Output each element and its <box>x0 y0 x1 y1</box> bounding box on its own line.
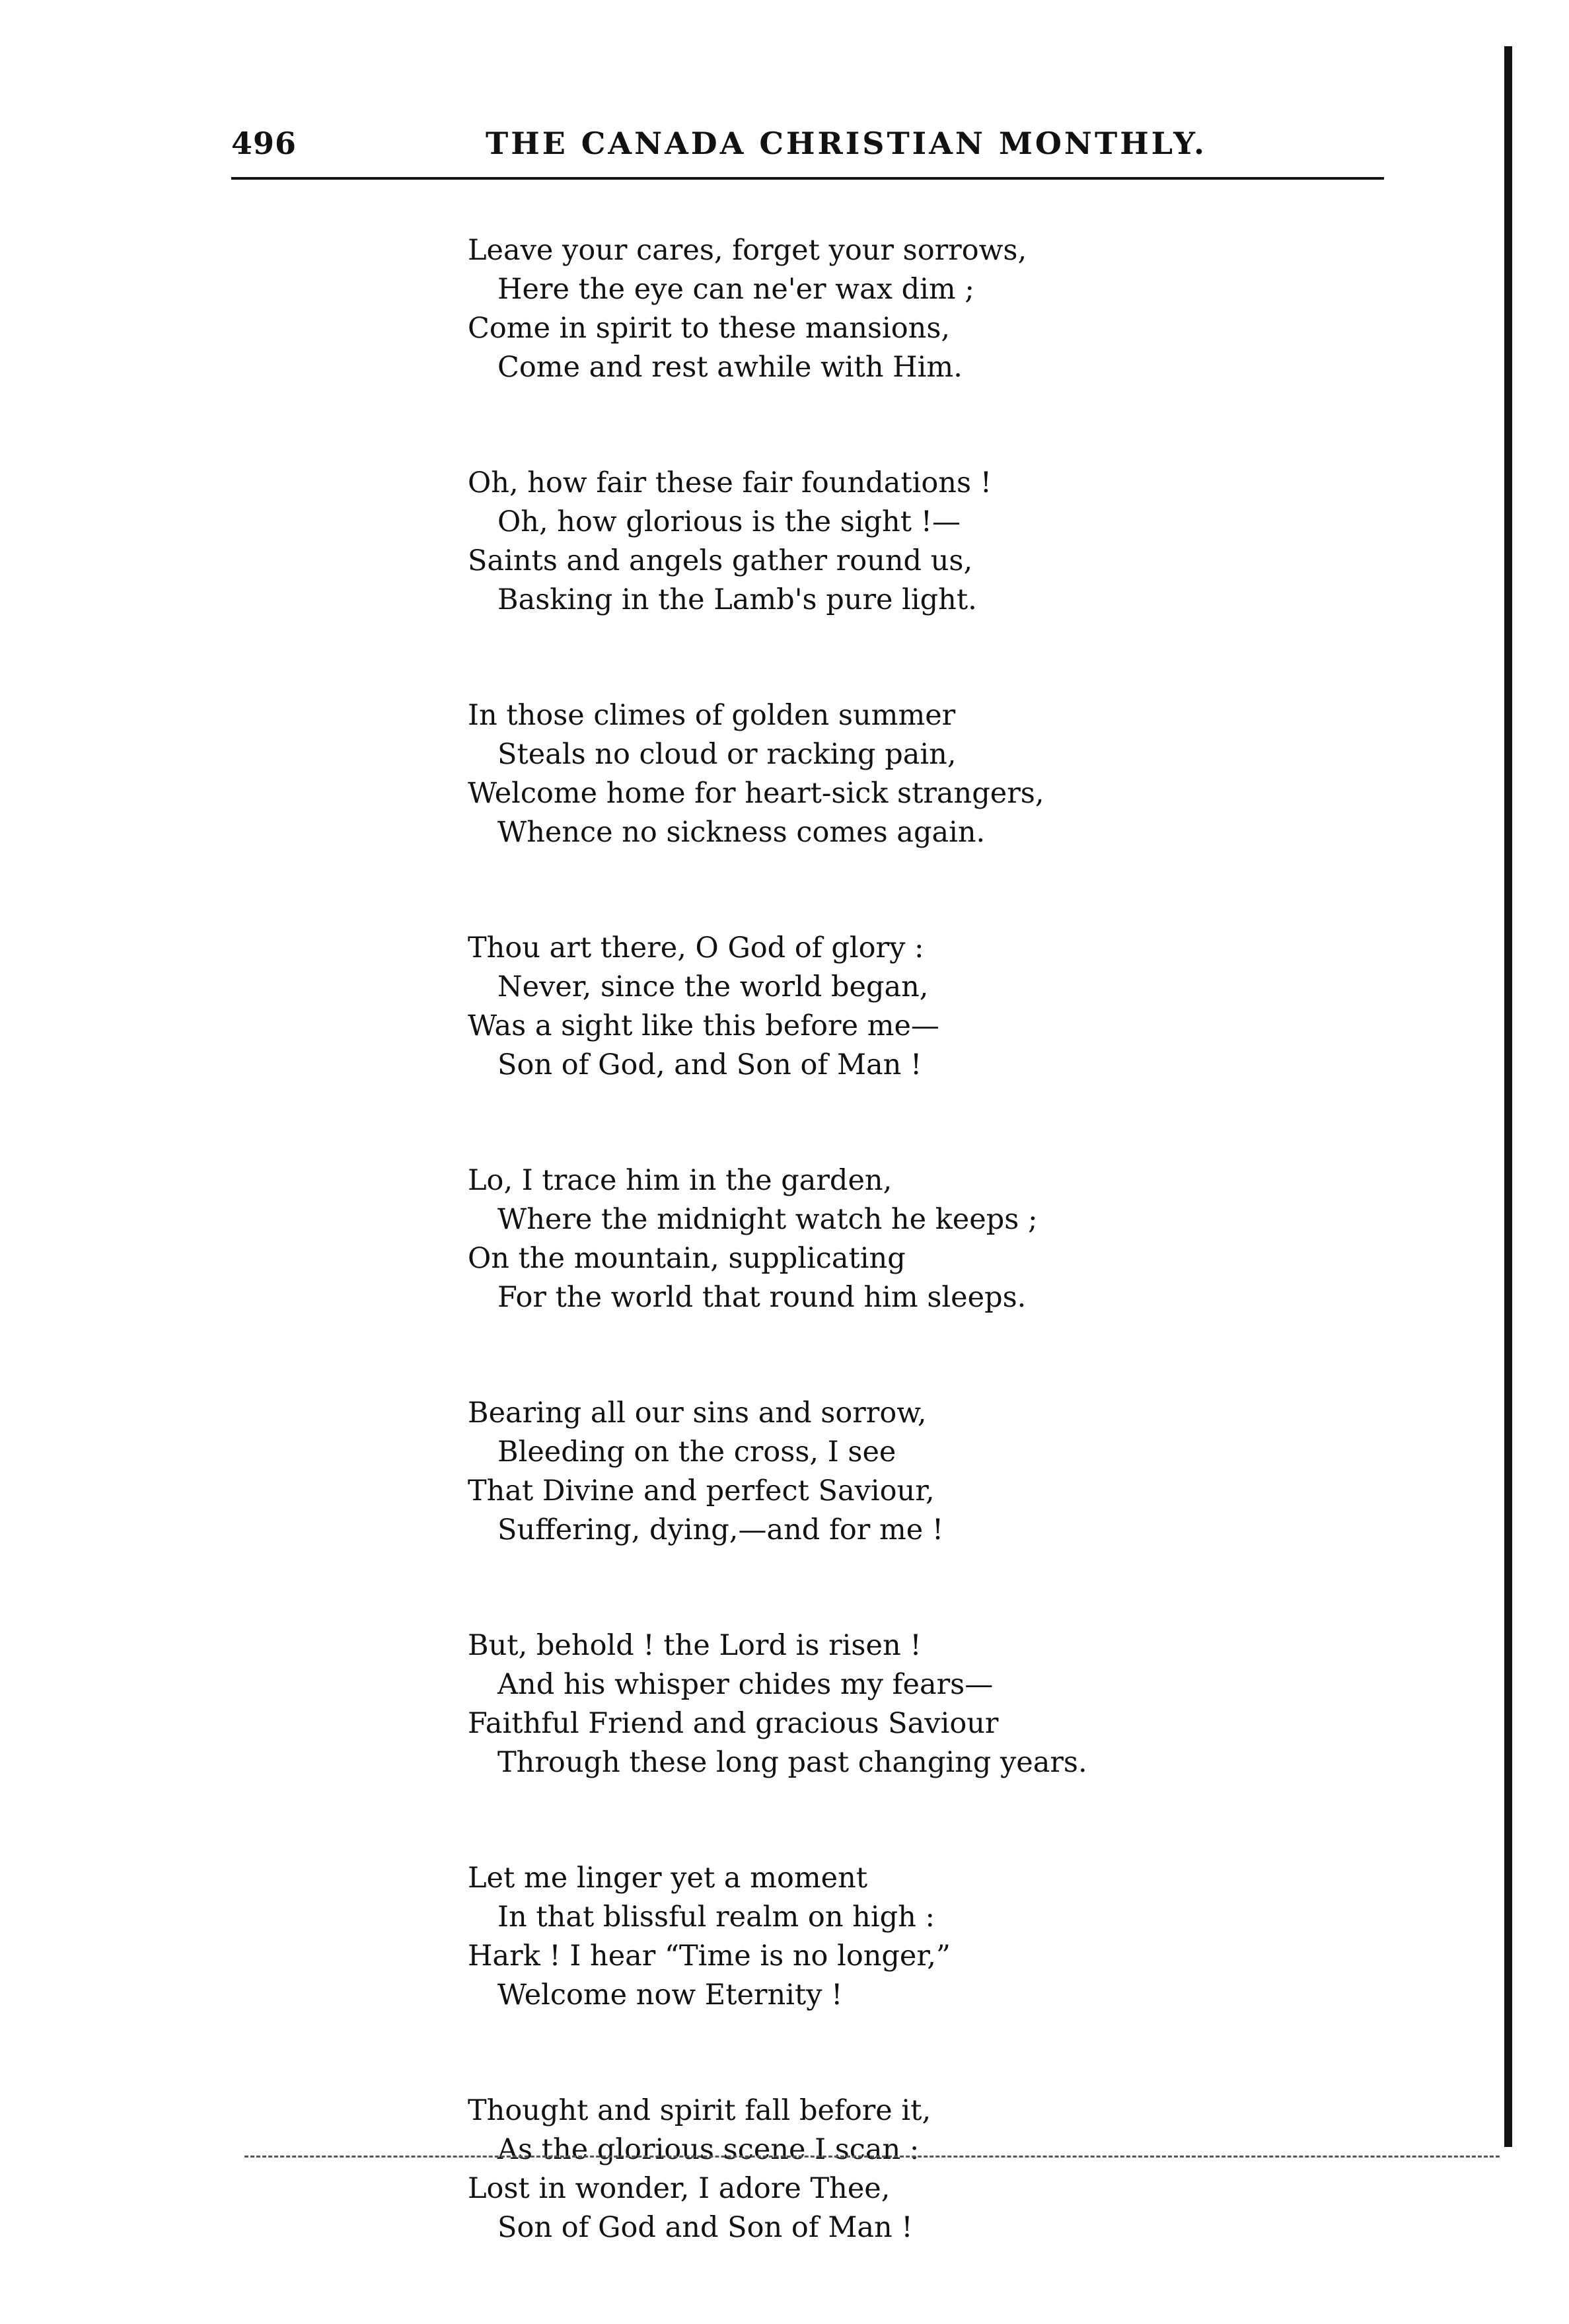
poem-line: Son of God and Son of Man ! <box>497 2211 913 2244</box>
poem-line: Come in spirit to these mansions, <box>468 312 951 345</box>
poem-line: Hark ! I hear “Time is no longer,” <box>468 1940 951 1973</box>
poem-line: Come and rest awhile with Him. <box>497 351 963 384</box>
stanza <box>468 1161 1260 1317</box>
page-number: 496 <box>231 126 297 161</box>
poem-line: Leave your cares, forget your sorrows, <box>468 234 1027 267</box>
poem-line: Faithful Friend and gracious Saviour <box>468 1707 999 1740</box>
poem-line: That Divine and perfect Saviour, <box>468 1474 935 1507</box>
poem-line: But, behold ! the Lord is risen ! <box>468 1629 922 1662</box>
poem-line: Through these long past changing years. <box>497 1746 1087 1779</box>
poem <box>468 231 1260 2324</box>
poem-line: Steals no cloud or racking pain, <box>497 738 957 771</box>
stanza <box>468 929 1260 1085</box>
poem-line: Thought and spirit fall before it, <box>468 2094 931 2127</box>
poem-line: Welcome home for heart-sick strangers, <box>468 777 1044 810</box>
poem-line: Where the midnight watch he keeps ; <box>497 1203 1038 1236</box>
poem-line: Lost in wonder, I adore Thee, <box>468 2172 891 2205</box>
stanza <box>468 464 1260 620</box>
poem-line: Thou art there, O God of glory : <box>468 931 924 964</box>
stanza <box>468 1394 1260 1550</box>
page-header <box>231 126 1384 178</box>
poem-line: Let me linger yet a moment <box>468 1862 868 1895</box>
poem-line: And his whisper chides my fears— <box>497 1668 994 1701</box>
poem-line: Was a sight like this before me— <box>468 1009 939 1042</box>
poem-line: In that blissful realm on high : <box>497 1901 935 1934</box>
poem-line: For the world that round him sleeps. <box>497 1281 1027 1314</box>
poem-line: Bearing all our sins and sorrow, <box>468 1397 927 1430</box>
header-rule <box>231 177 1384 180</box>
stanza <box>468 231 1260 387</box>
poem-line: Never, since the world began, <box>497 970 929 1003</box>
poem-line: Lo, I trace him in the garden, <box>468 1164 893 1197</box>
poem-line: Saints and angels gather round us, <box>468 544 973 577</box>
poem-line: As the glorious scene I scan : <box>497 2133 920 2166</box>
poem-line: Bleeding on the cross, I see <box>497 1435 896 1469</box>
poem-line: On the mountain, supplicating <box>468 1242 906 1275</box>
poem-line: Basking in the Lamb's pure light. <box>497 583 977 616</box>
poem-line: Welcome now Eternity ! <box>497 1979 843 2012</box>
stanza <box>468 1626 1260 1782</box>
stanza <box>468 1859 1260 2015</box>
poem-line: Here the eye can ne'er wax dim ; <box>497 273 974 306</box>
poem-line: In those climes of golden summer <box>468 699 956 732</box>
poem-line: Suffering, dying,—and for me ! <box>497 1513 944 1546</box>
poem-line: Son of God, and Son of Man ! <box>497 1048 922 1081</box>
running-title: THE CANADA CHRISTIAN MONTHLY. <box>486 126 1207 161</box>
poem-line: Whence no sickness comes again. <box>497 816 986 849</box>
stanza <box>468 2091 1260 2247</box>
stanza <box>468 696 1260 852</box>
page-edge-border <box>1504 46 1512 2147</box>
bottom-rule <box>244 2156 1500 2158</box>
poem-line: Oh, how glorious is the sight !— <box>497 505 961 538</box>
poem-line: Oh, how fair these fair foundations ! <box>468 466 992 499</box>
